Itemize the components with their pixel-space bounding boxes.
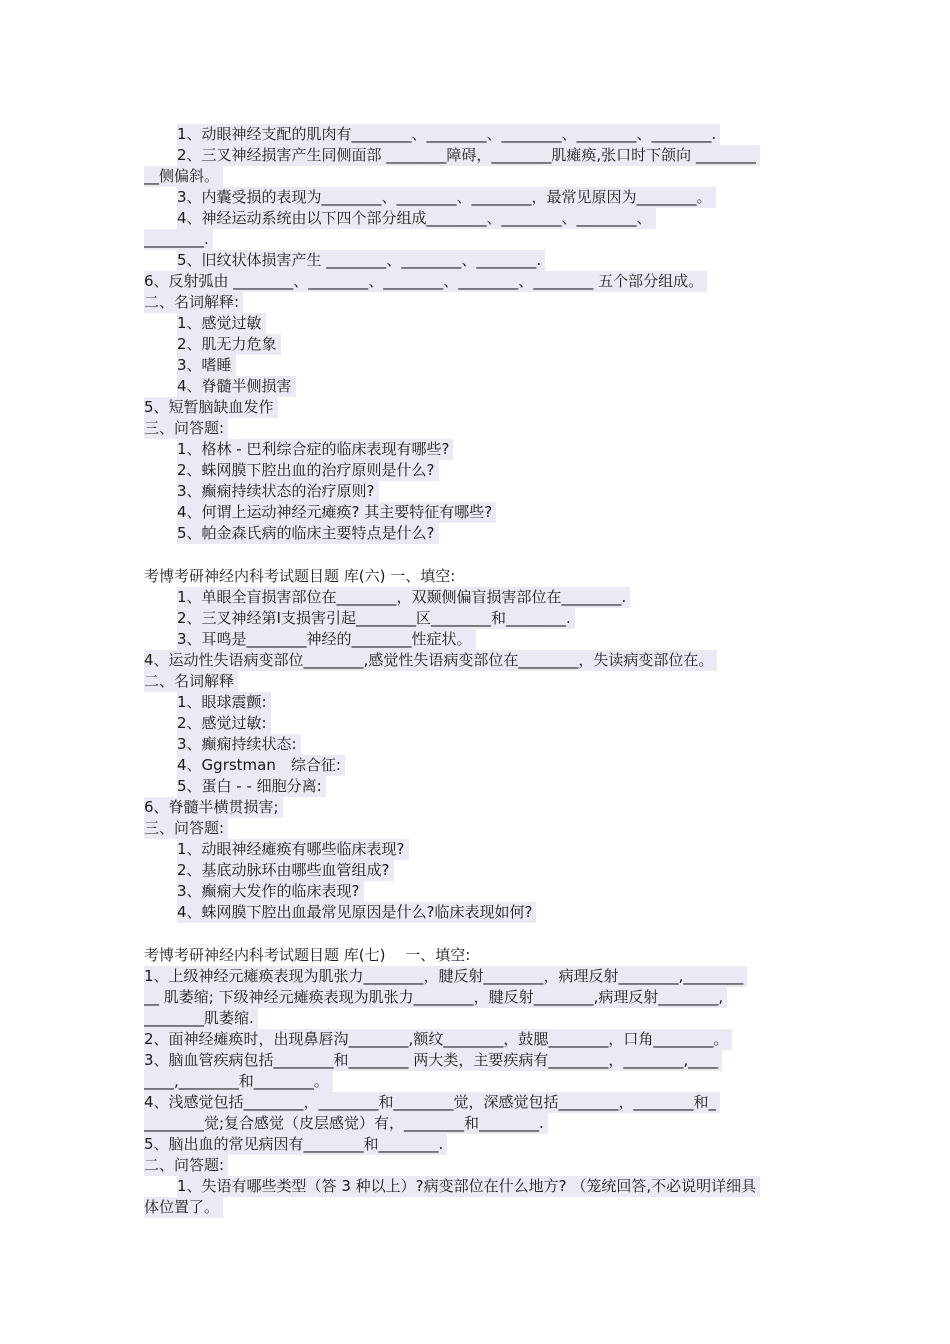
line-text: 考博考研神经内科考试题目题 库(七) 一、填空:: [144, 946, 471, 964]
text-line: [144, 187, 810, 208]
line-text: 考博考研神经内科考试题目题 库(六) 一、填空:: [144, 567, 456, 585]
line-text: __侧偏斜。: [144, 166, 223, 187]
line-text: ________肌萎缩.: [144, 1008, 258, 1029]
text-line: [144, 776, 810, 797]
line-text: 4、蛛网膜下腔出血最常见原因是什么?临床表现如何?: [177, 902, 536, 923]
text-line: [144, 145, 810, 166]
text-line: [144, 839, 810, 860]
line-text: 6、脊髓半横贯损害;: [144, 797, 283, 818]
line-text: 4、神经运动系统由以下四个部分组成________、________、________、: [177, 208, 656, 229]
text-line: [144, 1071, 810, 1092]
line-text: 5、旧纹状体损害产生 ________、________、________.: [177, 250, 545, 271]
text-line: [144, 229, 810, 250]
line-text: 2、面神经瘫痪时，出现鼻唇沟________,额纹________，鼓腮________，口角________。: [144, 1029, 732, 1050]
text-line: [144, 1050, 810, 1071]
line-text: 4、何谓上运动神经元瘫痪? 其主要特征有哪些?: [177, 502, 496, 523]
line-text: ________.: [144, 229, 213, 250]
line-text: 3、脑血管疾病包括________和________ 两大类，主要疾病有________，________,____: [144, 1050, 722, 1071]
text-line: [144, 124, 810, 145]
text-line: [144, 650, 810, 671]
text-line: [144, 1197, 810, 1218]
text-line: [144, 271, 810, 292]
text-line: [144, 1029, 810, 1050]
text-line: [144, 355, 810, 376]
line-text: 1、格林 - 巴利综合症的临床表现有哪些?: [177, 439, 453, 460]
line-text: 3、耳鸣是________神经的________性症状。: [177, 629, 476, 650]
text-line: [144, 1155, 810, 1176]
section-title: [144, 566, 810, 587]
text-line: [144, 755, 810, 776]
text-line: [144, 987, 810, 1008]
line-text: 三、问答题:: [144, 418, 228, 439]
section-title: [144, 945, 810, 966]
text-line: [144, 292, 810, 313]
text-line: [144, 966, 810, 987]
text-line: [144, 818, 810, 839]
line-text: 1、动眼神经瘫痪有哪些临床表现?: [177, 839, 409, 860]
text-line: [144, 460, 810, 481]
text-line: [144, 860, 810, 881]
text-line: [144, 250, 810, 271]
line-text: 4、浅感觉包括________，________和________觉，深感觉包括________，________和_: [144, 1092, 720, 1113]
line-text: 3、癫痫持续状态:: [177, 734, 301, 755]
text-line: [144, 734, 810, 755]
line-text: 1、动眼神经支配的肌肉有________、________、________、________、________.: [177, 124, 720, 145]
text-line: [144, 481, 810, 502]
text-line: [144, 608, 810, 629]
text-line: [144, 376, 810, 397]
line-text: 4、运动性失语病变部位________,感觉性失语病变部位在________，失读病变部位在。: [144, 650, 717, 671]
line-text: 体位置了。: [144, 1197, 223, 1218]
text-line: [144, 313, 810, 334]
text-line: [144, 397, 810, 418]
line-text: 二、名词解释: [144, 671, 238, 692]
text-line: [144, 1176, 810, 1197]
text-line: [144, 1113, 810, 1134]
text-line: [144, 1008, 810, 1029]
line-text: 5、帕金森氏病的临床主要特点是什么?: [177, 523, 439, 544]
line-text: 2、感觉过敏:: [177, 713, 271, 734]
line-text: 3、癫痫持续状态的治疗原则?: [177, 481, 379, 502]
text-line: [144, 902, 810, 923]
line-text: __ 肌萎缩; 下级神经元瘫痪表现为肌张力________，腱反射________,病理反射________,: [144, 987, 727, 1008]
line-text: 1、单眼全盲损害部位在________，双颞侧偏盲损害部位在________.: [177, 587, 630, 608]
line-text: 4、Ggrstman 综合征:: [177, 755, 345, 776]
text-line: [144, 166, 810, 187]
text-line: [144, 334, 810, 355]
text-line: [144, 692, 810, 713]
text-line: [144, 1134, 810, 1155]
line-text: ____,________和________。: [144, 1071, 333, 1092]
text-line: [144, 502, 810, 523]
text-line: [144, 523, 810, 544]
text-line: [144, 671, 810, 692]
section-gap: [144, 544, 810, 566]
line-text: 二、名词解释:: [144, 292, 243, 313]
line-text: 3、嗜睡: [177, 355, 236, 376]
line-text: 2、三叉神经损害产生同侧面部 ________障碍，________肌瘫痪,张口时下颌向 ________: [177, 145, 760, 166]
line-text: 2、基底动脉环由哪些血管组成?: [177, 860, 394, 881]
line-text: 5、脑出血的常见病因有________和________.: [144, 1134, 447, 1155]
line-text: 2、肌无力危象: [177, 334, 281, 355]
text-line: [144, 208, 810, 229]
line-text: 5、短暂脑缺血发作: [144, 397, 278, 418]
line-text: 6、反射弧由 ________、________、________、________、________ 五个部分组成。: [144, 271, 707, 292]
line-text: 1、眼球震颤:: [177, 692, 271, 713]
line-text: 1、失语有哪些类型（答 3 种以上）?病变部位在什么地方? （笼统回答,不必说明详细具: [177, 1176, 760, 1197]
text-line: [144, 587, 810, 608]
line-text: 4、脊髓半侧损害: [177, 376, 296, 397]
line-text: 二、问答题:: [144, 1155, 228, 1176]
section-gap: [144, 923, 810, 945]
line-text: 3、癫痫大发作的临床表现?: [177, 881, 364, 902]
line-text: 2、蛛网膜下腔出血的治疗原则是什么?: [177, 460, 439, 481]
line-text: 1、上级神经元瘫痪表现为肌张力________，腱反射________，病理反射________,________: [144, 966, 747, 987]
line-text: 1、感觉过敏: [177, 313, 266, 334]
text-line: [144, 418, 810, 439]
line-text: 5、蛋白 - - 细胞分离:: [177, 776, 326, 797]
text-line: [144, 629, 810, 650]
line-text: 2、三叉神经第Ⅰ支损害引起________区________和________.: [177, 608, 575, 629]
text-line: [144, 1092, 810, 1113]
text-line: [144, 439, 810, 460]
line-text: 三、问答题:: [144, 818, 228, 839]
line-text: 3、内囊受损的表现为________、________、________，最常见原因为________。: [177, 187, 716, 208]
text-line: [144, 797, 810, 818]
document-body: [144, 124, 810, 1218]
text-line: [144, 881, 810, 902]
text-line: [144, 713, 810, 734]
line-text: ________觉;复合感觉（皮层感觉）有，________和________.: [144, 1113, 548, 1134]
